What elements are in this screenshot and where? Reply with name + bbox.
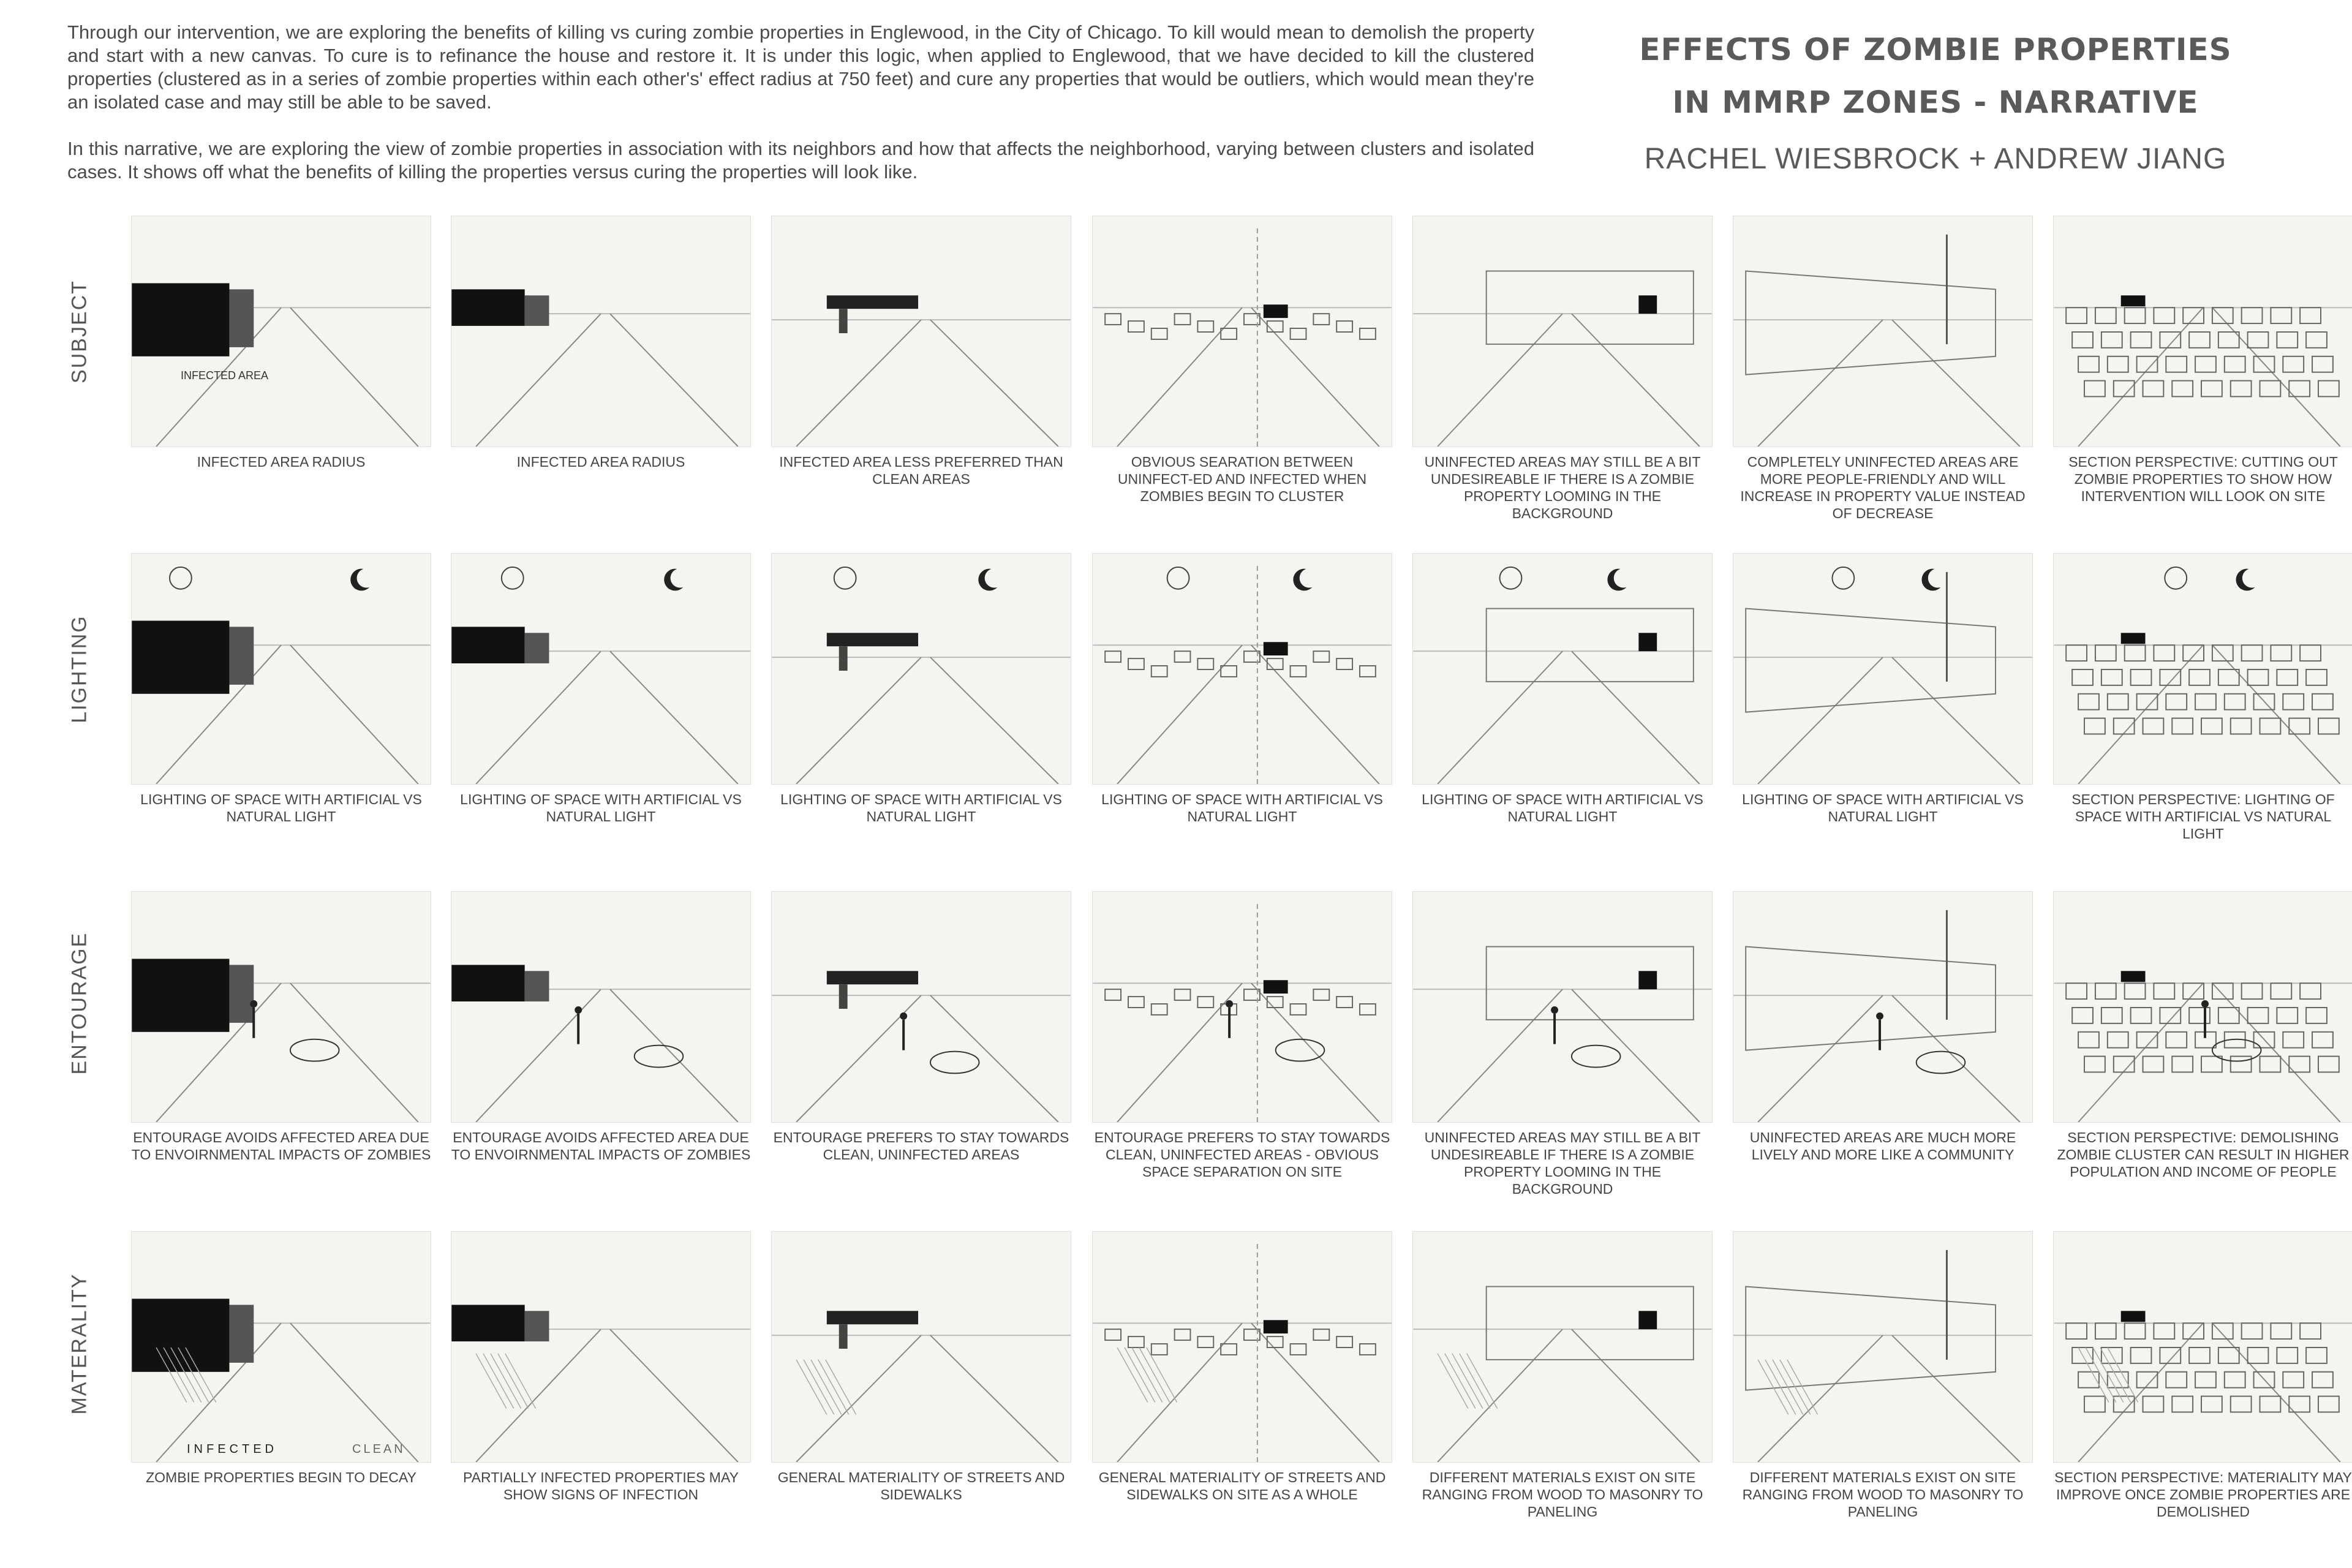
- sketch-label-infected: INFECTED: [187, 1442, 277, 1456]
- sketch-drawing: [2054, 892, 2352, 1122]
- sketch-frame: [1092, 1231, 1392, 1463]
- sketch-frame: [131, 553, 431, 785]
- row-label-materality: MATERALITY: [67, 1273, 91, 1415]
- sketch-caption: INFECTED AREA RADIUS: [197, 454, 366, 470]
- sketch-frame: [1092, 216, 1392, 447]
- sketch-drawing: [132, 892, 431, 1122]
- sketch-drawing: [2054, 554, 2352, 784]
- sketch-caption: DIFFERENT MATERIALS EXIST ON SITE RANGING FROM WOOD TO MASONRY TO PANELING: [1422, 1469, 1703, 1520]
- sketch-caption: UNINFECTED AREAS ARE MUCH MORE LIVELY AND MORE LIKE A COMMUNITY: [1749, 1129, 2016, 1163]
- sketch-frame: [1412, 1231, 1713, 1463]
- sketch-frame: [2053, 1231, 2352, 1463]
- sketch-frame: [1092, 891, 1392, 1123]
- sketch-caption: COMPLETELY UNINFECTED AREAS ARE MORE PEOPLE-FRIENDLY AND WILL INCREASE IN PROPERTY VALUE INSTEAD OF DECREASE: [1740, 454, 2026, 521]
- sketch-frame: [771, 216, 1071, 447]
- row-label-entourage: ENTOURAGE: [67, 932, 91, 1075]
- sketch-frame: [771, 891, 1071, 1123]
- intro-text: [67, 21, 1534, 207]
- intro-paragraph-2: In this narrative, we are exploring the view of zombie properties in association with its neighbors and how that affects the neighborhood, varying between clusters and isolated cases. It shows off what the benefits of killing the properties versus curing the properties will look like.: [67, 138, 1534, 183]
- sketch-frame: [451, 1231, 751, 1463]
- sketch-frame: [2053, 553, 2352, 785]
- sketch-drawing: [772, 892, 1071, 1122]
- authors: RACHEL WIESBROCK + ANDREW JIANG: [1644, 143, 2227, 175]
- sketch-caption: SECTION PERSPECTIVE: CUTTING OUT ZOMBIE PROPERTIES TO SHOW HOW INTERVENTION WILL LOOK ON SITE: [2068, 454, 2338, 504]
- sketch-caption: SECTION PERSPECTIVE: DEMOLISHING ZOMBIE CLUSTER CAN RESULT IN HIGHER POPULATION AND INCOME OF PEOPLE: [2057, 1129, 2350, 1180]
- sketch-drawing: [1413, 554, 1712, 784]
- row-label-lighting: LIGHTING: [67, 615, 91, 723]
- sketch-caption: ENTOURAGE PREFERS TO STAY TOWARDS CLEAN, UNINFECTED AREAS: [773, 1129, 1069, 1163]
- sketch-drawing: [1733, 216, 2032, 447]
- sketch-drawing: [1733, 892, 2032, 1122]
- sketch-drawing: [1093, 554, 1392, 784]
- sketch-drawing: [2054, 216, 2352, 447]
- sketch-frame: [131, 216, 431, 447]
- sketch-drawing: [1093, 892, 1392, 1122]
- sketch-frame: [1092, 553, 1392, 785]
- sketch-caption: LIGHTING OF SPACE WITH ARTIFICIAL VS NATURAL LIGHT: [140, 791, 422, 824]
- sketch-drawing: [132, 554, 431, 784]
- sketch-drawing: [451, 892, 750, 1122]
- title-line-1: EFFECTS OF ZOMBIE PROPERTIES: [1639, 32, 2232, 67]
- sketch-drawing: [132, 216, 431, 447]
- sketch-frame: [1412, 216, 1713, 447]
- sketch-label-infected-area: INFECTED AREA: [181, 369, 269, 382]
- sketch-caption: PARTIALLY INFECTED PROPERTIES MAY SHOW SIGNS OF INFECTION: [463, 1469, 739, 1502]
- sketch-frame: [131, 891, 431, 1123]
- sketch-caption: LIGHTING OF SPACE WITH ARTIFICIAL VS NATURAL LIGHT: [1422, 791, 1703, 824]
- sketch-frame: [771, 553, 1071, 785]
- sketch-caption: OBVIOUS SEARATION BETWEEN UNINFECT-ED AND INFECTED WHEN ZOMBIES BEGIN TO CLUSTER: [1117, 454, 1367, 504]
- sketch-caption: UNINFECTED AREAS MAY STILL BE A BIT UNDESIREABLE IF THERE IS A ZOMBIE PROPERTY LOOMING IN THE BACKGROUND: [1424, 1129, 1701, 1197]
- sketch-caption: LIGHTING OF SPACE WITH ARTIFICIAL VS NATURAL LIGHT: [1101, 791, 1383, 824]
- sketch-frame: [1733, 1231, 2033, 1463]
- sketch-frame: [2053, 216, 2352, 447]
- sketch-caption: ENTOURAGE AVOIDS AFFECTED AREA DUE TO ENVOIRNMENTAL IMPACTS OF ZOMBIES: [131, 1129, 431, 1163]
- sketch-frame: [771, 1231, 1071, 1463]
- sketch-caption: INFECTED AREA LESS PREFERRED THAN CLEAN AREAS: [779, 454, 1063, 487]
- sketch-drawing: [451, 216, 750, 447]
- sketch-drawing: [1093, 1232, 1392, 1462]
- sketch-caption: LIGHTING OF SPACE WITH ARTIFICIAL VS NATURAL LIGHT: [1742, 791, 2024, 824]
- sketch-drawing: [451, 554, 750, 784]
- row-label-subject: SUBJECT: [67, 280, 91, 383]
- sketch-caption: DIFFERENT MATERIALS EXIST ON SITE RANGING FROM WOOD TO MASONRY TO PANELING: [1742, 1469, 2024, 1520]
- sketch-drawing: [1413, 1232, 1712, 1462]
- sketch-drawing: [132, 1232, 431, 1462]
- sketch-frame: [1412, 553, 1713, 785]
- sketch-drawing: [1733, 1232, 2032, 1462]
- sketch-drawing: [772, 1232, 1071, 1462]
- sketch-drawing: [772, 554, 1071, 784]
- title-block: [1605, 23, 2266, 176]
- sketch-drawing: [772, 216, 1071, 447]
- sketch-caption: GENERAL MATERIALITY OF STREETS AND SIDEWALKS: [777, 1469, 1065, 1502]
- sketch-drawing: [451, 1232, 750, 1462]
- sketch-frame: [451, 216, 751, 447]
- sketch-frame: [451, 891, 751, 1123]
- sketch-drawing: [1093, 216, 1392, 447]
- sketch-label-clean: CLEAN: [352, 1442, 405, 1456]
- sketch-caption: SECTION PERSPECTIVE: LIGHTING OF SPACE WITH ARTIFICIAL VS NATURAL LIGHT: [2071, 791, 2335, 842]
- sketch-caption: GENERAL MATERIALITY OF STREETS AND SIDEWALKS ON SITE AS A WHOLE: [1098, 1469, 1386, 1502]
- sketch-caption: LIGHTING OF SPACE WITH ARTIFICIAL VS NATURAL LIGHT: [460, 791, 742, 824]
- sketch-frame: [1733, 553, 2033, 785]
- sketch-frame: [451, 553, 751, 785]
- sketch-frame: [131, 1231, 431, 1463]
- sketch-drawing: [2054, 1232, 2352, 1462]
- sketch-drawing: [1413, 892, 1712, 1122]
- sketch-caption: ZOMBIE PROPERTIES BEGIN TO DECAY: [146, 1469, 417, 1485]
- sketch-caption: ENTOURAGE AVOIDS AFFECTED AREA DUE TO ENVOIRNMENTAL IMPACTS OF ZOMBIES: [451, 1129, 751, 1163]
- sketch-frame: [1733, 891, 2033, 1123]
- sketch-caption: ENTOURAGE PREFERS TO STAY TOWARDS CLEAN, UNINFECTED AREAS - OBVIOUS SPACE SEPARATION ON SITE: [1094, 1129, 1390, 1180]
- sketch-frame: [1412, 891, 1713, 1123]
- sketch-caption: UNINFECTED AREAS MAY STILL BE A BIT UNDESIREABLE IF THERE IS A ZOMBIE PROPERTY LOOMING IN THE BACKGROUND: [1424, 454, 1701, 521]
- sketch-frame: [2053, 891, 2352, 1123]
- sketch-frame: [1733, 216, 2033, 447]
- title-line-2: IN MMRP ZONES - NARRATIVE: [1672, 85, 2199, 120]
- sketch-caption: SECTION PERSPECTIVE: MATERIALITY MAY IMPROVE ONCE ZOMBIE PROPERTIES ARE DEMOLISHED: [2054, 1469, 2352, 1520]
- sketch-caption: LIGHTING OF SPACE WITH ARTIFICIAL VS NATURAL LIGHT: [780, 791, 1062, 824]
- sketch-drawing: [1733, 554, 2032, 784]
- intro-paragraph-1: Through our intervention, we are exploring the benefits of killing vs curing zombie properties in Englewood, in the City of Chicago. To kill would mean to demolish the property and start with a new canvas. To cure is to refinance the house and restore it. It is under this logic, when applied to Englewood, that we have decided to kill the clustered properties (clustered as in a series of zombie properties within each other's' effect radius at 750 feet) and cure any properties that would be outliers, which would mean they're an isolated case and may still be able to be saved.: [67, 21, 1534, 113]
- sketch-caption: INFECTED AREA RADIUS: [516, 454, 685, 470]
- sketch-drawing: [1413, 216, 1712, 447]
